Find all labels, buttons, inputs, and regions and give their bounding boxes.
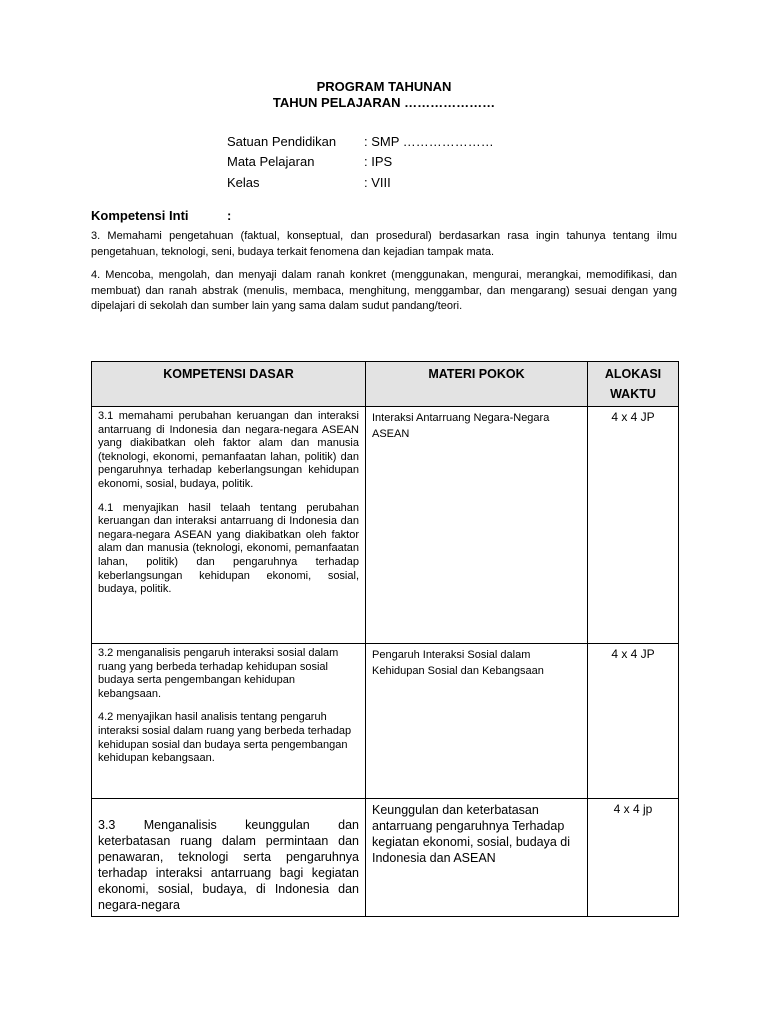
header-materi-pokok: MATERI POKOK	[366, 362, 588, 407]
alokasi-cell: 4 x 4 JP	[588, 407, 679, 644]
alokasi-cell: 4 x 4 JP	[588, 644, 679, 799]
materi-cell: Interaksi Antarruang Negara-Negara ASEAN	[366, 407, 588, 644]
kd-4-2: 4.2 menyajikan hasil analisis tentang pengaruh interaksi sosial dalam ruang yang berbeda terhadap kehidupan sosial dan budaya serta pengembangan kehidupan kebangsaan.	[98, 711, 352, 765]
kd-4-1: 4.1 menyajikan hasil telaah tentang perubahan keruangan dan interaksi antarruang di Indonesia dan negara-negara ASEAN yang diakibatkan oleh faktor alam dan manusia (teknologi, ekonomi, pemanfaatan lahan, politik) dan pengaruhnya terhadap keberlangsungan kehidupan ekonomi, sosial, budaya, politik.	[98, 501, 359, 596]
kd-3-1: 3.1 memahami perubahan keruangan dan interaksi antarruang di Indonesia dan negara-negara ASEAN yang diakibatkan oleh faktor alam dan manusia (teknologi, ekonomi, pemanfaatan lahan, politik) dan pengaruhnya terhadap keberlangsungan kehidupan ekonomi, sosial, budaya, politik.	[98, 410, 359, 490]
identity-value: : IPS	[364, 154, 393, 169]
header-kompetensi-dasar: KOMPETENSI DASAR	[92, 362, 366, 407]
identity-value: : VIII	[364, 175, 391, 190]
table-header-row	[92, 362, 679, 407]
kompetensi-table	[91, 361, 679, 917]
identity-label: Mata Pelajaran	[227, 154, 315, 169]
kompetensi-inti-heading: Kompetensi Inti	[91, 208, 189, 223]
table-row	[92, 799, 679, 917]
materi-cell: Keunggulan dan keterbatasan antarruang pengaruhnya Terhadap kegiatan ekonomi, sosial, budaya di Indonesia dan ASEAN	[366, 799, 588, 917]
academic-year: TAHUN PELAJARAN …………………	[272, 95, 496, 110]
table-row	[92, 407, 679, 644]
kd-cell	[92, 407, 366, 644]
kd-3-2: 3.2 menganalisis pengaruh interaksi sosial dalam ruang yang berbeda terhadap kehidupan sosial budaya serta pengembangan kehidupan kebangsaan.	[98, 647, 339, 700]
materi-cell: Pengaruh Interaksi Sosial dalam Kehidupan Sosial dan Kebangsaan	[366, 644, 588, 799]
identity-value: : SMP …………………	[364, 134, 494, 149]
header-waktu-line: WAKTU	[610, 387, 656, 401]
kd-cell	[92, 644, 366, 799]
kd-cell	[92, 799, 366, 917]
kd-3-3: 3.3 Menganalisis keunggulan dan keterbatasan ruang dalam permintaan dan penawaran, teknologi serta pengaruhnya terhadap interaksi antarruang bagi kegiatan ekonomi, sosial, budaya, di Indonesia dan negara-negara	[98, 818, 359, 912]
ki-item-3: 3. Memahami pengetahuan (faktual, konseptual, dan prosedural) berdasarkan rasa ingin tahunya tentang ilmu pengetahuan, teknologi, seni, budaya terkait fenomena dan kejadian tampak mata.	[91, 230, 677, 258]
header-alokasi-waktu	[588, 362, 679, 407]
identity-label: Satuan Pendidikan	[227, 134, 337, 149]
kompetensi-inti-colon: :	[227, 208, 232, 223]
document-title: PROGRAM TAHUNAN	[316, 79, 452, 94]
header-alokasi-line: ALOKASI	[604, 367, 662, 381]
alokasi-cell: 4 x 4 jp	[588, 799, 679, 917]
table-row	[92, 644, 679, 799]
ki-item-4: 4. Mencoba, mengolah, dan menyaji dalam ranah konkret (menggunakan, mengurai, merangkai, memodifikasi, dan membuat) dan ranah abstrak (menulis, membaca, menghitung, menggambar, dan mengarang) sesuai dengan yang dipelajari di sekolah dan sumber lain yang sama dalam sudut pandang/teori.	[91, 269, 677, 312]
identity-label: Kelas	[227, 175, 260, 190]
